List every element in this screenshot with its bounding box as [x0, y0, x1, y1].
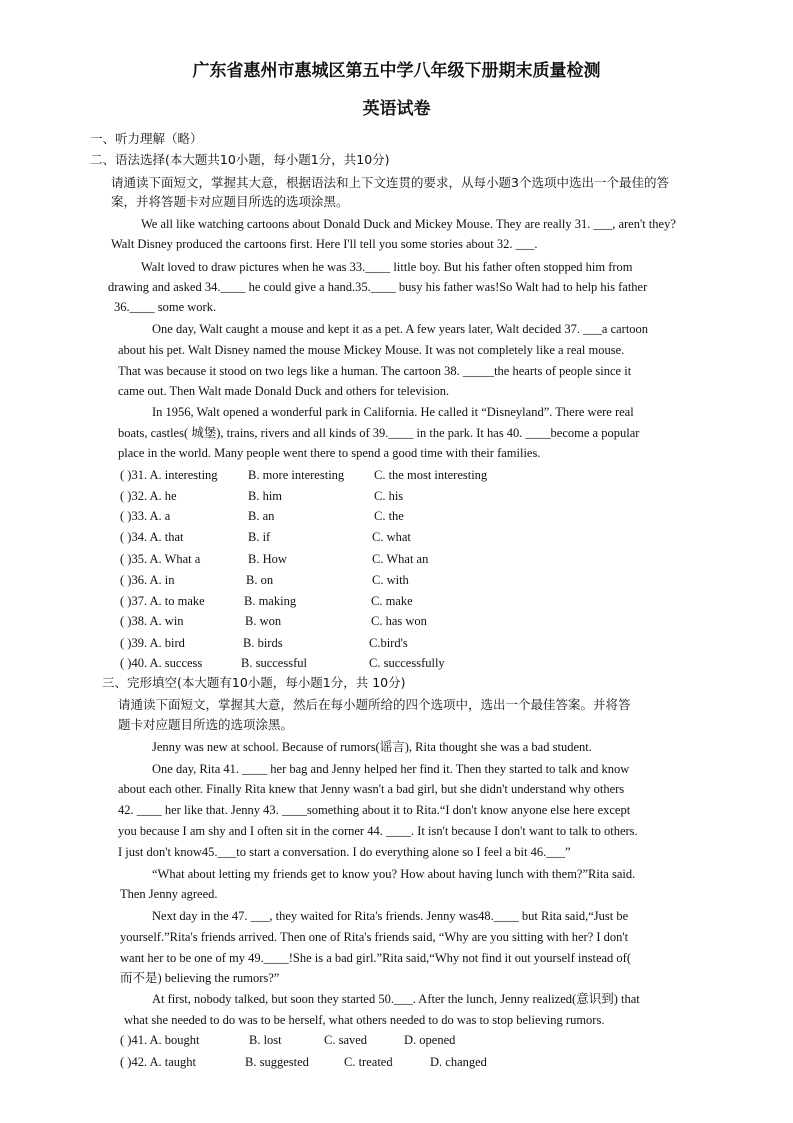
passage-line: That was because it stood on two legs like a human. The cartoon 38. _____the hearts of people since it — [118, 364, 632, 378]
passage-line: about each other. Finally Rita knew that Jenny wasn't a bad girl, but she didn't understand why others — [118, 782, 625, 796]
question-option-d: D. opened — [404, 1033, 456, 1047]
question-option-c: C.bird's — [369, 636, 408, 650]
question-option-b: B. won — [245, 614, 282, 628]
passage-line: We all like watching cartoons about Donald Duck and Mickey Mouse. They are really 31. ___, aren't they? — [141, 217, 676, 231]
question-option-a: ( )35. A. What a — [120, 552, 201, 566]
question-option-c: C. treated — [344, 1055, 393, 1069]
question-option-c: C. his — [374, 489, 404, 503]
question-option-c: C. successfully — [369, 656, 445, 670]
question-option-b: B. on — [246, 573, 274, 587]
passage-line: what she needed to do was to be herself, what others needed to do was to stop believing rumors. — [124, 1013, 605, 1027]
passage-line: “What about letting my friends get to know you? How about having lunch with them?”Rita said. — [152, 867, 636, 881]
passage-line: Then Jenny agreed. — [120, 887, 218, 901]
question-option-a: ( )38. A. win — [120, 614, 184, 628]
passage-line: 42. ____ her like that. Jenny 43. ____something about it to Rita.“I don't know anyone else here except — [118, 803, 631, 817]
passage-line: drawing and asked 34.____ he could give a hand.35.____ busy his father was!So Walt had to help his father — [108, 280, 648, 294]
passage-line: about his pet. Walt Disney named the mouse Mickey Mouse. It was not completely like a real mouse. — [118, 343, 625, 357]
question-option-c: C. What an — [372, 552, 429, 566]
question-option-b: B. lost — [249, 1033, 282, 1047]
question-option-a: ( )31. A. interesting — [120, 468, 218, 482]
question-option-a: ( )39. A. bird — [120, 636, 185, 650]
question-option-b: B. more interesting — [248, 468, 345, 482]
question-option-c: C. saved — [324, 1033, 368, 1047]
question-option-c: C. has won — [371, 614, 427, 628]
section2-heading: 二、语法选择(本大题共10小题，每小题1分，共10分) — [90, 152, 390, 167]
question-option-b: B. birds — [243, 636, 283, 650]
passage-line: I just don't know45.___to start a conversation. I do everything alone so I feel a bit 46.___” — [118, 845, 571, 859]
passage-line: yourself.”Rita's friends arrived. Then one of Rita's friends said, “Why are you sitting with her? I don't — [120, 930, 629, 944]
page-title: 广东省惠州市惠城区第五中学八年级下册期末质量检测 — [192, 61, 601, 81]
section3-instruction: 题卡对应题目所选的选项涂黑。 — [118, 717, 294, 732]
passage-line: One day, Walt caught a mouse and kept it as a pet. A few years later, Walt decided 37. ___a cartoon — [152, 322, 649, 336]
page-subtitle: 英语试卷 — [362, 99, 431, 119]
passage-line: 36.____ some work. — [114, 300, 217, 314]
question-option-b: B. if — [248, 530, 271, 544]
question-option-d: D. changed — [430, 1055, 487, 1069]
question-option-b: B. making — [244, 594, 297, 608]
section3-heading: 三、完形填空(本大题有10小题，每小题1分，共 10分) — [102, 675, 406, 690]
passage-line: One day, Rita 41. ____ her bag and Jenny helped her find it. Then they started to talk and know — [152, 762, 630, 776]
question-option-a: ( )40. A. success — [120, 656, 203, 670]
question-option-b: B. suggested — [245, 1055, 309, 1069]
question-option-b: B. How — [248, 552, 287, 566]
question-option-c: C. the most interesting — [374, 468, 488, 482]
passage-line: Jenny was new at school. Because of rumors(谣言), Rita thought she was a bad student. — [152, 740, 592, 754]
question-option-a: ( )33. A. a — [120, 509, 171, 523]
question-option-a: ( )36. A. in — [120, 573, 175, 587]
passage-line: boats, castles( 城堡), trains, rivers and all kinds of 39.____ in the park. It has 40. ____become a popular — [118, 426, 640, 440]
question-option-c: C. make — [371, 594, 413, 608]
question-option-a: ( )37. A. to make — [120, 594, 205, 608]
section2-instruction: 请通读下面短文，掌握其大意，根据语法和上下文连贯的要求，从每小题3个选项中选出一个最佳的答 — [111, 175, 669, 190]
section3-instruction: 请通读下面短文，掌握其大意，然后在每小题所给的四个选项中，选出一个最佳答案。并将答 — [118, 697, 631, 712]
question-option-a: ( )34. A. that — [120, 530, 184, 544]
passage-line: Walt Disney produced the cartoons first. Here I'll tell you some stories about 32. ___. — [111, 237, 538, 251]
question-option-b: B. him — [248, 489, 283, 503]
question-option-c: C. with — [372, 573, 409, 587]
question-option-c: C. what — [372, 530, 411, 544]
passage-line: Walt loved to draw pictures when he was 33.____ little boy. But his father often stopped him from — [141, 260, 633, 274]
section1-heading: 一、听力理解（略） — [90, 131, 203, 146]
passage-line: At first, nobody talked, but soon they started 50.___. After the lunch, Jenny realized(意识到) that — [152, 992, 640, 1006]
passage-line: 而不是) believing the rumors?” — [120, 971, 280, 985]
passage-line: In 1956, Walt opened a wonderful park in California. He called it “Disneyland”. There were real — [152, 405, 634, 419]
passage-line: came out. Then Walt made Donald Duck and others for television. — [118, 384, 450, 398]
question-option-b: B. successful — [241, 656, 307, 670]
question-option-c: C. the — [374, 509, 404, 523]
question-option-a: ( )32. A. he — [120, 489, 177, 503]
question-option-b: B. an — [248, 509, 275, 523]
passage-line: want her to be one of my 49.____!She is a bad girl.”Rita said,“Why not find it out yourself instead of( — [120, 951, 631, 965]
passage-line: Next day in the 47. ___, they waited for Rita's friends. Jenny was48.____ but Rita said,“Just be — [152, 909, 629, 923]
passage-line: place in the world. Many people went there to spend a good time with their families. — [118, 446, 541, 460]
section2-instruction: 案，并将答题卡对应题目所选的选项涂黑。 — [111, 194, 349, 209]
question-option-a: ( )41. A. bought — [120, 1033, 200, 1047]
passage-line: you because I am shy and I often sit in the corner 44. ____. It isn't because I don't want to talk to others. — [118, 824, 638, 838]
question-option-a: ( )42. A. taught — [120, 1055, 197, 1069]
